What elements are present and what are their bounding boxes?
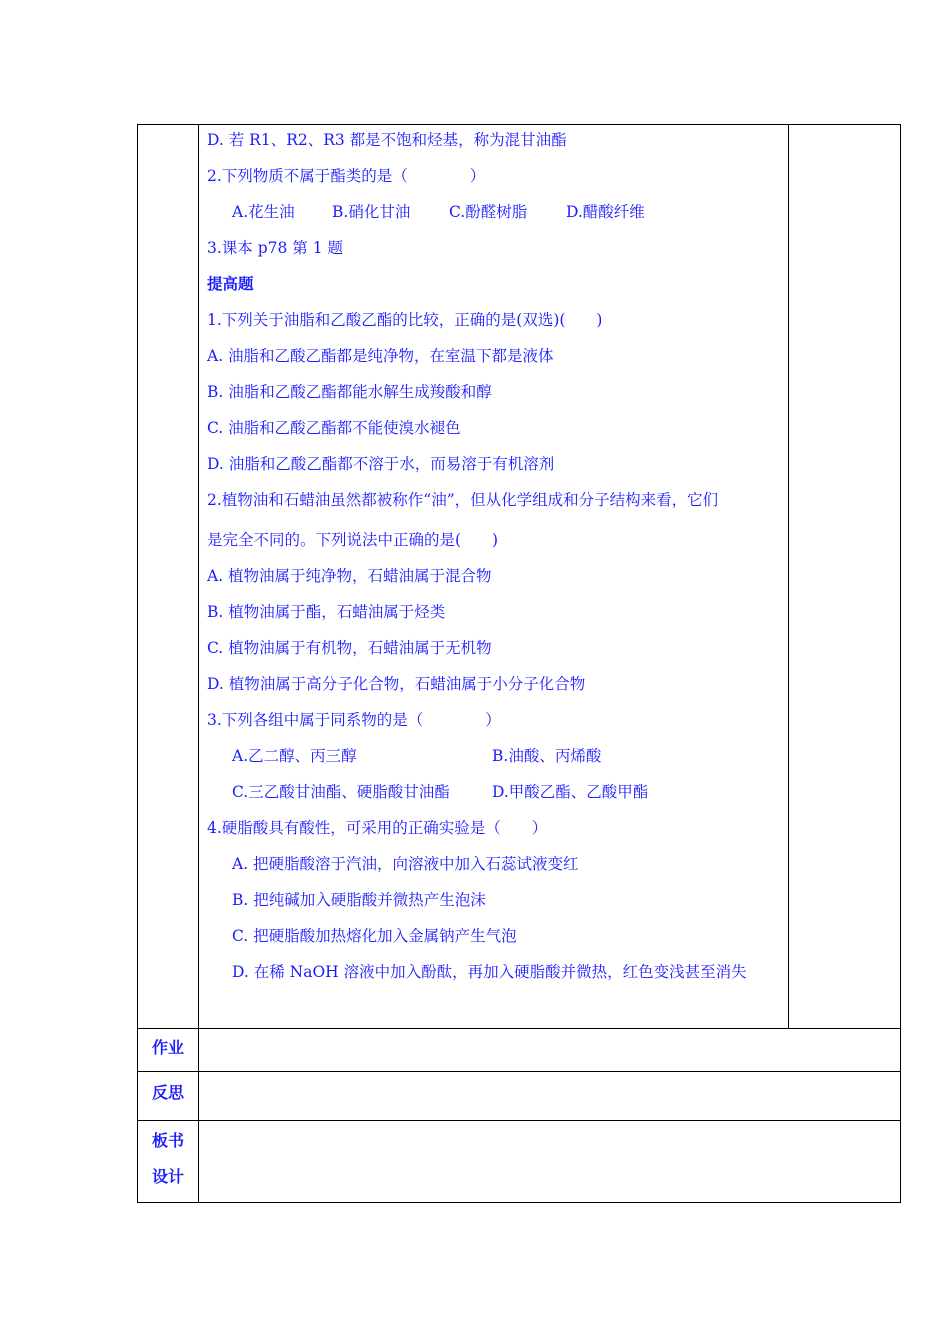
option: D.醋酸纤维 [566,203,645,221]
basic-q2-stem: 2.下列物质不属于酯类的是（ ） [207,167,486,185]
row-divider-board [137,1120,901,1121]
advanced-q3-options-row2 [207,774,787,810]
row-divider-homework [137,1028,901,1029]
advanced-q1-option-a: A. 油脂和乙酸乙酯都是纯净物，在室温下都是液体 [207,347,554,365]
advanced-q3-options-row1 [207,738,787,774]
reflection-label: 反思 [152,1083,185,1102]
advanced-heading: 提高题 [207,275,254,293]
advanced-q1-option-d: D. 油脂和乙酸乙酯都不溶于水，而易溶于有机溶剂 [207,455,555,473]
option: A.花生油 [232,203,295,221]
advanced-q2-stem-line1: 2.植物油和石蜡油虽然都被称作“油”，但从化学组成和分子结构来看，它们 [207,491,719,509]
basic-q1-option-d: D. 若 R1、R2、R3 都是不饱和烃基，称为混甘油酯 [207,131,567,149]
label-column-divider [198,124,199,1203]
advanced-q1-stem: 1.下列关于油脂和乙酸乙酯的比较，正确的是(双选)( ) [207,311,603,329]
homework-label: 作业 [152,1038,185,1057]
option: C.酚醛树脂 [449,203,528,221]
advanced-q4-option-b: B. 把纯碱加入硬脂酸并微热产生泡沫 [232,891,486,909]
advanced-q4-option-c: C. 把硬脂酸加热熔化加入金属钠产生气泡 [232,927,517,945]
right-column-divider [788,124,789,1029]
option: C.三乙酸甘油酯、硬脂酸甘油酯 [232,783,450,801]
advanced-q2-option-d: D. 植物油属于高分子化合物，石蜡油属于小分子化合物 [207,675,586,693]
row-divider-reflection [137,1071,901,1072]
table-bottom-border [137,1202,901,1203]
advanced-q4-option-d: D. 在稀 NaOH 溶液中加入酚酞，再加入硬脂酸并微热，红色变浅甚至消失 [232,963,747,981]
advanced-q2-stem-line2: 是完全不同的。下列说法中正确的是( ) [207,531,499,549]
table-left-border [137,124,138,1203]
advanced-q1-option-c: C. 油脂和乙酸乙酯都不能使溴水褪色 [207,419,461,437]
option: B.硝化甘油 [332,203,411,221]
advanced-q2-option-a: A. 植物油属于纯净物，石蜡油属于混合物 [207,567,492,585]
option: D.甲酸乙酯、乙酸甲酯 [492,783,649,801]
board-design-label-line2: 设计 [152,1167,185,1186]
advanced-q4-option-a: A. 把硬脂酸溶于汽油，向溶液中加入石蕊试液变红 [232,855,579,873]
advanced-q1-option-b: B. 油脂和乙酸乙酯都能水解生成羧酸和醇 [207,383,492,401]
option: B.油酸、丙烯酸 [492,747,602,765]
advanced-q2-option-c: C. 植物油属于有机物，石蜡油属于无机物 [207,639,492,657]
advanced-q4-stem: 4.硬脂酸具有酸性，可采用的正确实验是（ ） [207,819,548,837]
table-right-border [900,124,901,1203]
advanced-q3-stem: 3.下列各组中属于同系物的是（ ） [207,711,501,729]
basic-q2-options [207,194,787,230]
option: A.乙二醇、丙三醇 [232,747,357,765]
board-design-label-line1: 板书 [152,1131,185,1150]
advanced-q2-option-b: B. 植物油属于酯，石蜡油属于烃类 [207,603,446,621]
exercise-content [207,122,787,990]
basic-q3: 3.课本 p78 第 1 题 [207,239,344,257]
